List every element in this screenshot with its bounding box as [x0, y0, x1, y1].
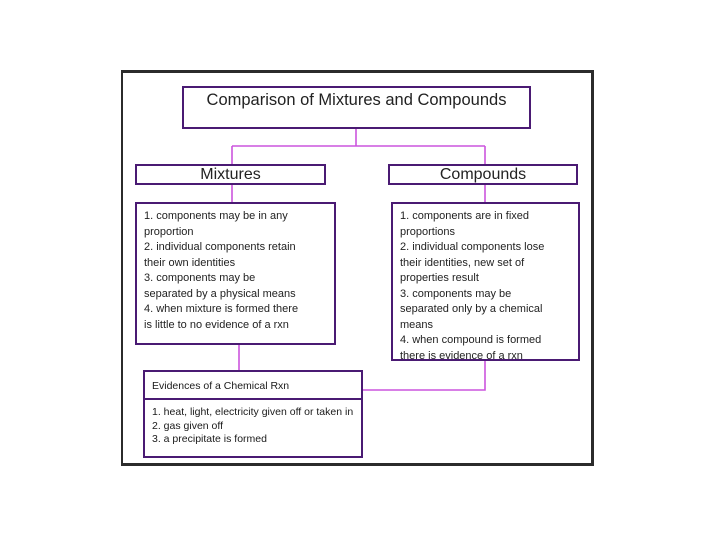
compounds-item: 3. components may be separated only by a chemical means	[400, 287, 543, 331]
compounds-properties-box	[391, 202, 580, 361]
mixtures-properties-box	[135, 202, 336, 345]
evidence-list	[145, 400, 361, 447]
compounds-heading: Compounds	[388, 164, 578, 185]
mixtures-item: 4. when mixture is formed there is little to no evidence of a rxn	[144, 303, 299, 331]
mixtures-item: 1. components may be in any proportion	[144, 210, 288, 238]
compounds-item: 2. individual components lose their identities, new set of properties result	[400, 241, 545, 284]
evidence-item: 3. a precipitate is formed	[152, 433, 267, 445]
compounds-item: 4. when compound is formed there is evidence of a rxn	[400, 334, 542, 362]
evidence-box	[143, 370, 363, 458]
evidence-heading: Evidences of a Chemical Rxn	[145, 372, 361, 400]
evidence-item: 2. gas given off	[152, 419, 224, 432]
mixtures-heading: Mixtures	[135, 164, 326, 185]
connector-compounds-evidence	[363, 361, 485, 390]
mixtures-item: 3. components may be separated by a physical means	[144, 272, 296, 300]
diagram-title: Comparison of Mixtures and Compounds	[182, 86, 531, 129]
mixtures-item: 2. individual components retain their own identities	[144, 241, 296, 269]
evidence-item: 1. heat, light, electricity given off or taken in	[152, 406, 354, 418]
compounds-item: 1. components are in fixed proportions	[400, 210, 530, 238]
